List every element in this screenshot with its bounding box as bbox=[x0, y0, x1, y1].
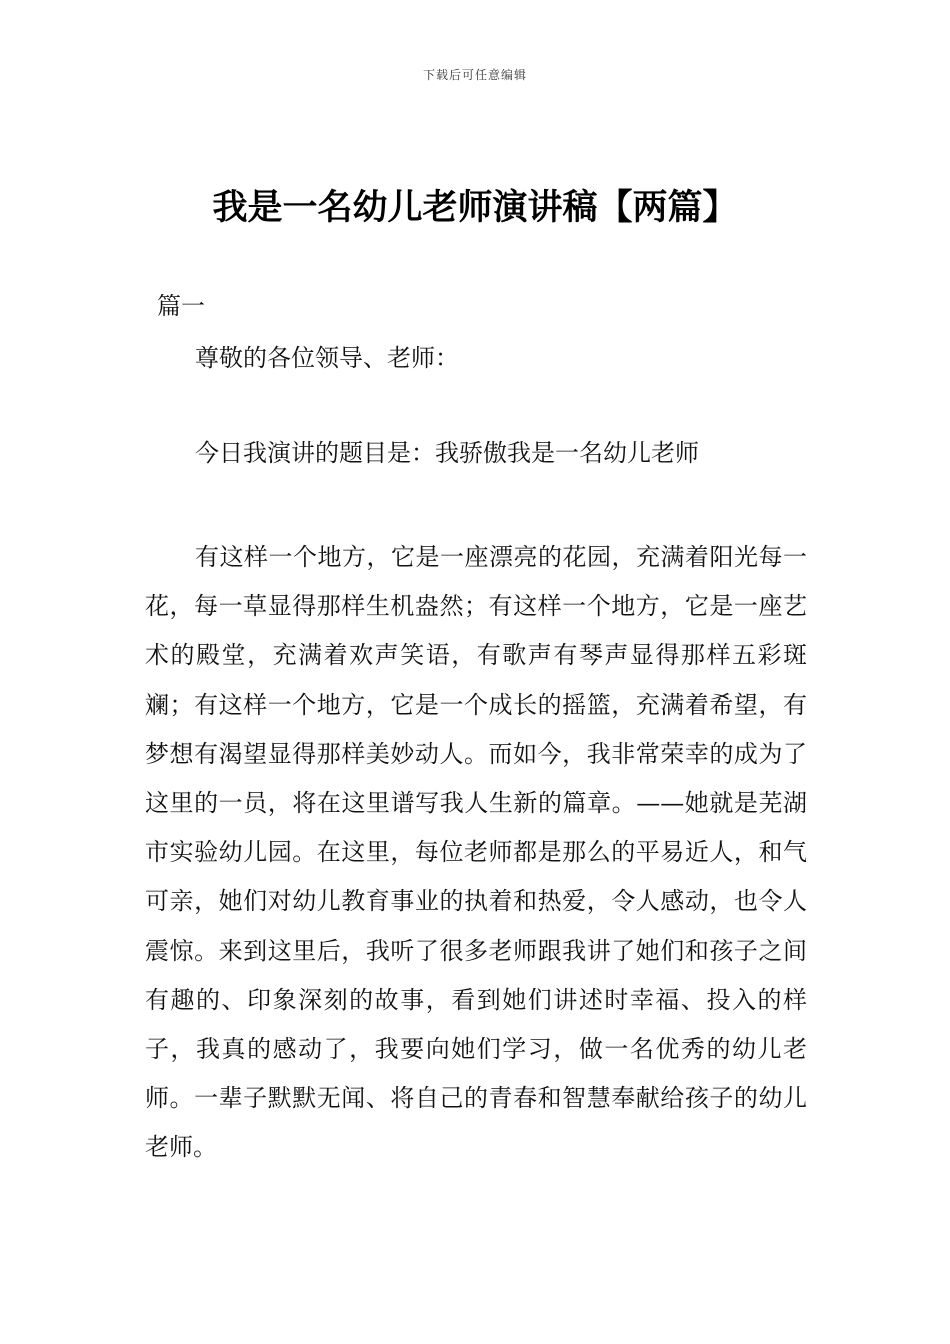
body-paragraph: 有这样一个地方，它是一座漂亮的花园，充满着阳光每一花，每一草显得那样生机盎然；有这样一个地方，它是一座艺术的殿堂，充满着欢声笑语，有歌声有琴声显得那样五彩斑斓；有这样一个地方，它是一个成长的摇篮，充满着希望，有梦想有渴望显得那样美妙动人。而如今，我非常荣幸的成为了这里的一员，将在这里谱写我人生新的篇章。——她就是芜湖市实验幼儿园。在这里，每位老师都是那么的平易近人，和气可亲，她们对幼儿教育事业的执着和热爱，令人感动，也令人震惊。来到这里后，我听了很多老师跟我讲了她们和孩子之间有趣的、印象深刻的故事，看到她们讲述时幸福、投入的样子，我真的感动了，我要向她们学习，做一名优秀的幼儿老师。一辈子默默无闻、将自己的青春和智慧奉献给孩子的幼儿老师。 bbox=[145, 543, 807, 1162]
salutation: 尊敬的各位领导、老师： bbox=[195, 344, 459, 372]
section-label: 篇一 bbox=[157, 292, 205, 320]
speech-topic: 今日我演讲的题目是：我骄傲我是一名幼儿老师 bbox=[195, 439, 699, 467]
header-note: 下载后可任意编辑 bbox=[422, 68, 527, 82]
document-title: 我是一名幼儿老师演讲稿【两篇】 bbox=[212, 188, 738, 228]
